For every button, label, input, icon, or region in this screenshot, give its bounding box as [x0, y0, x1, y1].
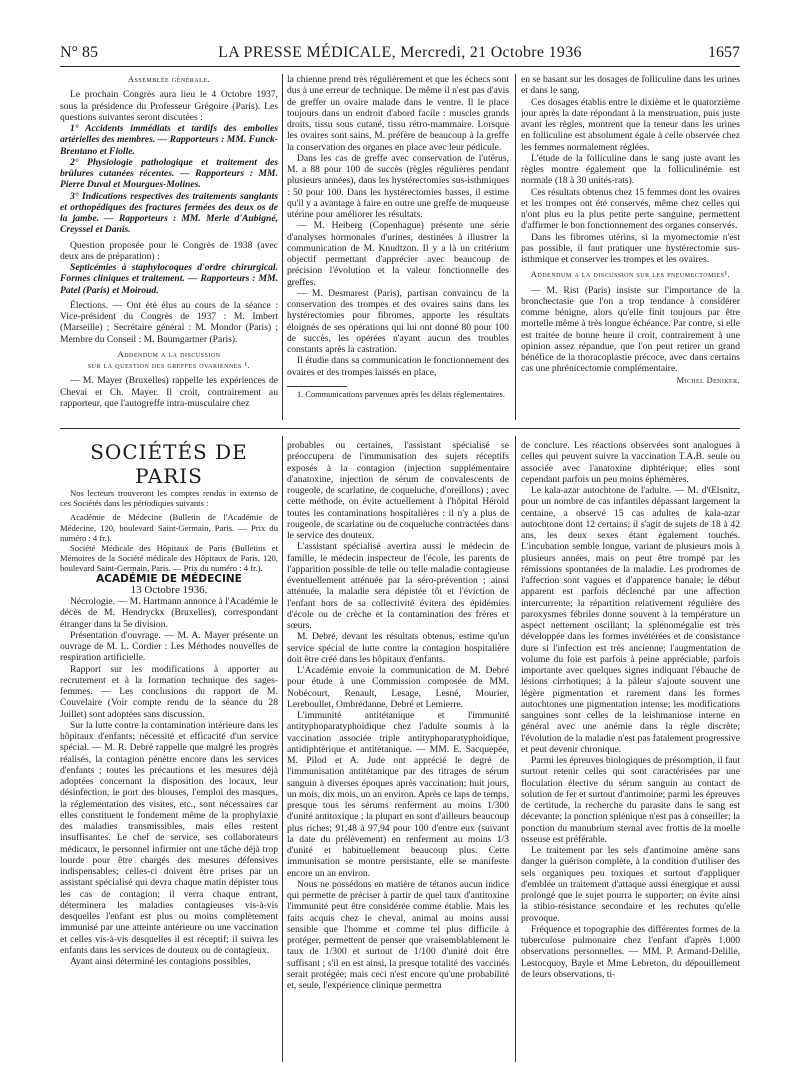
- section-heading: Assemblée générale.: [127, 74, 211, 84]
- intro-note: Société Médicale des Hôpitaux de Paris (Bulletins et Mémoires de la Société médicale des Hôpitaux de Paris, 120, boulevard Saint-Germain, Paris. — Prix du numéro : 4 fr.).: [60, 543, 278, 574]
- paragraph: — M. Desmarest (Paris), partisan convaincu de la conservation des trompes et des ovaires sains dans les hystérectomies pour fibromes, apporte les résultats éloignés de ses opérations qui lui ont donné 80 pour 100 de succès, les opérées n'ayant aucun des troubles constants après la castration.: [287, 287, 509, 355]
- paragraph: Question proposée pour le Congrès de 1938 (avec deux ans de préparation) :: [60, 239, 278, 262]
- congress-question: 2° Physiologie pathologique et traitement des brûlures cutanées récentes. — Rapporteurs : MM. Pierre Duval et Mourgues-Molines.: [60, 156, 278, 191]
- paragraph: probables ou certaines, l'assistant spécialisé se préoccupera de l'immunisation des sujets réceptifs exposés à la contagion (injection supplémentaire d'anatoxine, injection de sérum de convalescents de rougeole, de scarlatine, de coqueluche, d'oreillons) ; avec cette méthode, on évite actuellement à l'hôpital Hérold toutes les contaminations hospitalières : il n'y a plus de rougeole, de scarlatine ou de coqueluche contractées dans le service des douteux.: [287, 440, 509, 541]
- section-title: SOCIÉTÉS DE PARIS: [90, 440, 248, 488]
- paragraph: — M. Mayer (Bruxelles) rappelle les expériences de Chevai et Ch. Mayer. Il croit, contrairement au rapporteur, que l'autogreffe intra-musculaire chez: [60, 375, 278, 409]
- section-divider: [60, 428, 740, 429]
- paragraph: L'assistant spécialisé avertira aussi le médecin de famille, le médecin inspecteur de l'école, les parents de l'apparition possible de telle ou telle maladie contagieuse éventuellement atténuée par la séro-prévention ; ainsi atténuée, la maladie sera dépistée tôt et l'éviction de l'enfant hors de sa collectivité évitera des épidémies d'école ou de crèche et la contamination des frères et sœurs.: [287, 541, 509, 631]
- addendum-heading: sur la question des greffes ovariennes ¹.: [87, 360, 251, 370]
- paragraph: Présentation d'ouvrage. — M. A. Mayer présente un ouvrage de M. L. Cordier : Les Méthodes nouvelles de respiration artificielle.: [60, 629, 278, 664]
- paragraph: Fréquence et topographie des différentes formes de la tuberculose pulmonaire chez l'enfant d'après 1.000 observations personnelles. — MM. P. Armand-Delille, Lestocquoy, Bayle et Mme Lebreton, du dépouillement de leurs observations, ti-: [521, 923, 740, 980]
- paragraph: — M. Rist (Paris) insiste sur l'importance de la bronchectasie que l'on a trop tendance à considérer comme bénigne, alors qu'elle finit toujours par être mortelle même à très longue échéance. Par contre, si elle est traitée de bonne heure il croit, contrairement à une opinion assez répandue, que l'on peut retirer un grand bénéfice de la thoracoplastie précoce, avec dans certains cas une phrénicectomie complémentaire.: [521, 284, 740, 375]
- paragraph: Nous ne possédons en matière de tétanos aucun indice qui permette de préciser à partir de quel taux d'antitoxine l'immunité peut être considérée comme établie. Mais les faits acquis chez le cheval, animal au moins aussi sensible que l'homme et comme tel plus difficile à protéger, permettent de penser que vraisemblablement le taux de 1/300 et surtout de 1/100 d'unité doit être suffisant ; s'il en est ainsi, la presque totalité des vaccinés serait protégée; mais ceci n'est encore qu'une probabilité et, seule, l'expérience clinique permettra: [287, 878, 509, 991]
- paragraph: en se basant sur les dosages de folliculine dans les urines et dans le sang.: [521, 74, 740, 97]
- journal-title: LA PRESSE MÉDICALE, Mercredi, 21 Octobre 1936: [218, 44, 582, 61]
- bottom-column-2: [287, 440, 509, 1062]
- paragraph: Ces dosages établis entre le dixième et le quatorzième jour après la date répondant à la menstruation, puis juste avant les règles, montrent que la teneur dans les urines en folliculine est absolument égale à celle observée chez les femmes normalement réglées.: [521, 96, 740, 153]
- paragraph: Rapport sur les modifications à apporter au recrutement et à la formation technique des sages-femmes. — Les conclusions du rapport de M. Couvelaire (Voir compte rendu de la séance du 28 Juillet) sont adoptées sans discussion.: [60, 663, 278, 720]
- paragraph: Le traitement par les sels d'antimoine amène sans danger la guérison complète, à la condition d'utiliser des sels organiques peu toxiques et surtout d'appliquer d'emblée un traitement d'attaque aussi énergique et aussi prolongé que le sujet pourra le supporter; on évite ainsi la stibio-résistance secondaire et les rechutes qu'elle provoque.: [521, 845, 740, 924]
- intro-note: Nos lecteurs trouveront les comptes rendus in extenso de ces Sociétés dans les périodiques suivants :: [60, 488, 278, 509]
- paragraph: Le prochain Congrès aura lieu le 4 Octobre 1937, sous la présidence du Professeur Grégoire (Paris). Les questions suivantes seront discutées :: [60, 89, 278, 123]
- paragraph: de conclure. Les réactions observées sont analogues à celles qui peuvent suivre la vaccination T.A.B. seule ou associée avec l'anatoxine diphtérique; elles sont cependant parfois un peu moins éphémères.: [521, 440, 740, 485]
- footnote-rule: [287, 386, 347, 387]
- paragraph: Septicémies à staphylocoques d'ordre chirurgical. Formes cliniques et traitement. — Rapporteurs : MM. Patel (Paris) et Moiroud.: [60, 262, 278, 296]
- session-date: 13 Octobre 1936.: [130, 583, 208, 596]
- congress-question: 1° Accidents immédiats et tardifs des embolies artérielles des membres. — Rapporteurs : MM. Funck-Brentano et Fiolle.: [60, 123, 278, 157]
- congress-question: 3° Indications respectives des traitements sanglants et orthopédiques des fractures fermées des deux os de la jambe. — Rapporteurs : MM. Merle d'Aubigné, Creyssel et Danis.: [60, 190, 278, 236]
- issue-number: N° 85: [60, 44, 98, 61]
- paragraph: L'immunité antitétanique et l'immunité antityphoparatyphoïdique chez l'adulte soumis à la vaccination associée triple antityphoparatyphoïdique, antidiphtérique et antitétanique. — MM. E. Sacquepée, M. Pilod et A. Jude ont apprécié le degré de l'immunisation antitétanique par des titrages de sérum sanguin à diverses époques après vaccination; huit jours, un mois, dix mois, un an environ. Après ce laps de temps, presque tous les sérums renferment au moins 1/300 d'unité antitoxique ; la plupart en sont d'ailleurs beaucoup plus riches; 91,48 à 97,94 pour 100 d'entre eux (suivant la date du prélèvement) en renferment au moins 1/3 d'unité et habituellement beaucoup plus. Cette immunisation se montre persistante, elle se manifeste encore un an environ.: [287, 710, 509, 879]
- top-column-3: [521, 74, 740, 422]
- addendum-heading: Addendum a la discussion: [117, 348, 221, 359]
- top-column-2: [287, 74, 509, 422]
- paragraph: Le kala-azar autochtone de l'adulte. — M. d'Œlsnitz, pour un nombre de cas infantiles dépassant largement la centaine, a observé 15 cas adultes de kala-azar autochtone dont 12 certains; il s'agit de sujets de 18 à 42 ans, les deux sexes étant également touchés. L'incubation semble longue, variant de plusieurs mois à plusieurs années, mais on peut être trompé par les rémissions spontanées de la maladie. Les prodromes de l'affection sont vagues et d'apparence banale; le début apparent est parfois déclenché par une affection intercurrente; la répartition relativement régulière des paroxysmes fébriles donne souvent à la température un aspect nettement oscillant; la splénomégalie est très développée dans les formes invétérées et de consistance dure si l'infection est très ancienne; l'augmentation de volume du foie est parfois à peine appréciable, parfois importante avec quelques signes indiquant l'ébauche de lésions cirrhotiques; à la pâleur s'ajoute souvent une légère pigmentation et rarement dans les formes autochtones une pigmentation intense; les modifications sanguines sont celles de la leishmaniose interne en général avec une anémie dans la règle discrète; l'évolution de la maladie n'est pas fatalement progressive et peut devenir chronique.: [521, 485, 740, 755]
- column-rule: [282, 74, 283, 420]
- addendum-heading: Addendum a la discussion sur les pneumectomies¹.: [530, 269, 731, 280]
- paragraph: Nécrologie. — M. Hartmann annonce à l'Académie le décès de M. Hendryckx (Bruxelles), correspondant étranger dans la 5e division.: [60, 596, 278, 630]
- bottom-column-3: [521, 440, 740, 1062]
- top-column-1: [60, 74, 278, 422]
- intro-note: Académie de Médecine (Bulletin de l'Académie de Médecine, 120, boulevard Saint-Germain, Paris. — Prix du numéro : 4 fr.).: [60, 512, 278, 543]
- signature: Michel Deniker.: [676, 375, 740, 385]
- academy-heading: ACADÉMIE DE MÉDECINE: [96, 572, 242, 585]
- paragraph: — M. Heiberg (Copenhague) présente une série d'analyses hormonales d'urines, destinées à illustrer la communication de M. Knudtzon. Il y a là un critérium objectif permettant d'apprécier avec beaucoup de précision l'évolution et la valeur fonctionnelle des greffes.: [287, 220, 509, 288]
- column-rule: [515, 74, 516, 420]
- paragraph: Il étudie dans sa communication le fonctionnement des ovaires et des trompes laissés en place,: [287, 355, 509, 378]
- running-header: [60, 44, 740, 67]
- paragraph: M. Debré, devant les résultats obtenus, estime qu'un service spécial de lutte contre la contagion hospitalière doit être créé dans les hôpitaux d'enfants.: [287, 631, 509, 665]
- paragraph: L'Académie envoie la communication de M. Debré pour étude à une Commission composée de MM. Nobécourt, Renault, Lesage, Lesné, Mourier, Lereboullet, Ombrédanne, Debré et Lemierre.: [287, 665, 509, 710]
- column-rule: [282, 436, 283, 1062]
- bottom-column-1: [60, 440, 278, 1062]
- paragraph: Ces résultats obtenus chez 15 femmes dont les ovaires et les trompes ont été conservés, même chez celles qui n'ont plus eu la plus petite perte sanguine, permettent d'affirmer le bon fonctionnement des organes conservés.: [521, 186, 740, 232]
- paragraph: Dans les cas de greffe avec conservation de l'utérus, M. a 88 pour 100 de succès (règles régulières pendant plusieurs années), dans les hystérectomies sus-isthmiques : 50 pour 100. Dans les hystérectomies basses, il estime qu'il y a avantage à faire en outre une greffe de muqueuse utérine pour améliorer les résultats.: [287, 152, 509, 220]
- paragraph: Ayant ainsi déterminé les contagions possibles,: [70, 956, 251, 968]
- footnote: 1. Communications parvenues après les délais réglementaires.: [297, 389, 505, 399]
- paragraph: Sur la lutte contre la contamination intérieure dans les hôpitaux d'enfants; nécessité et efficacité d'un service spécial. — M. R. Debré rappelle que malgré les progrès réalisés, la contagion pénètre encore dans les services d'enfants ; toutes les précautions et les mesures déjà adoptées concernant la disposition des locaux, leur désinfection, le port des blouses, l'emploi des masques, la réglementation des visites, etc., sont nécessaires car elles constituent le fondement même de la prophylaxie des maladies transmissibles, mais elles restent insuffisantes. Le chef de service, ses collaborateurs médicaux, le personnel infirmier ont une tâche déjà trop lourde pour être chargés des mesures défensives indispensables; celles-ci doivent être prises par un assistant spécialisé qui devra chaque matin dépister tous les cas de contagion; il verra chaque entrant, déterminera les maladies contagieuses vis-à-vis desquelles l'enfant est plus ou moins complètement immunisé par une atteinte antérieure ou une vaccination et celles vis-à-vis desquelles il est réceptif; il suivra les enfants dans les services de douteux ou de contagieux.: [60, 719, 278, 956]
- page-number: 1657: [708, 44, 740, 61]
- column-rule: [515, 436, 516, 1062]
- paragraph: Dans les fibromes utérins, si la myomectomie n'est pas possible, il faut pratiquer une hystérectomie sus-isthmique et conserver les trompes et les ovaires.: [521, 231, 740, 265]
- paragraph: Parmi les épreuves biologiques de présomption, il faut surtout retenir celles qui sont caractérisées par une floculation élective du sérum sanguin au contact de solution de fer et surtout d'antimoine; parmi les épreuves de certitude, la recherche du parasite dans le sang est décevante; la ponction splénique n'est pas à conseiller; la ponction du manubrium sternal avec frottis de la moelle osseuse est préférable.: [521, 755, 740, 845]
- paragraph: la chienne prend très régulièrement et que les échecs sont dus à une erreur de technique. De même il n'est pas d'avis de greffer un ovaire malade dans le ventre. Il le place toujours dans un endroit d'abord facile : muscles grands droits, tissu sous cutané, tissu rétro-mammaire. Lorsque les ovaires sont sains, M. préfère de beaucoup à la greffe la conservation des organes en place avec leur pédicule.: [287, 74, 509, 153]
- paragraph: L'étude de la folliculine dans le sang juste avant les règles montre également que la folliculinémie est normale (18 à 30 unités-rats).: [521, 152, 740, 187]
- paragraph: Élections. — Ont été élus au cours de la séance : Vice-président du Congrès de 1937 : M. Imbert (Marseille) ; Secrétaire général : M. Mondor (Paris) ; Membre du Conseil : M. Baumgartner (Paris).: [60, 299, 278, 345]
